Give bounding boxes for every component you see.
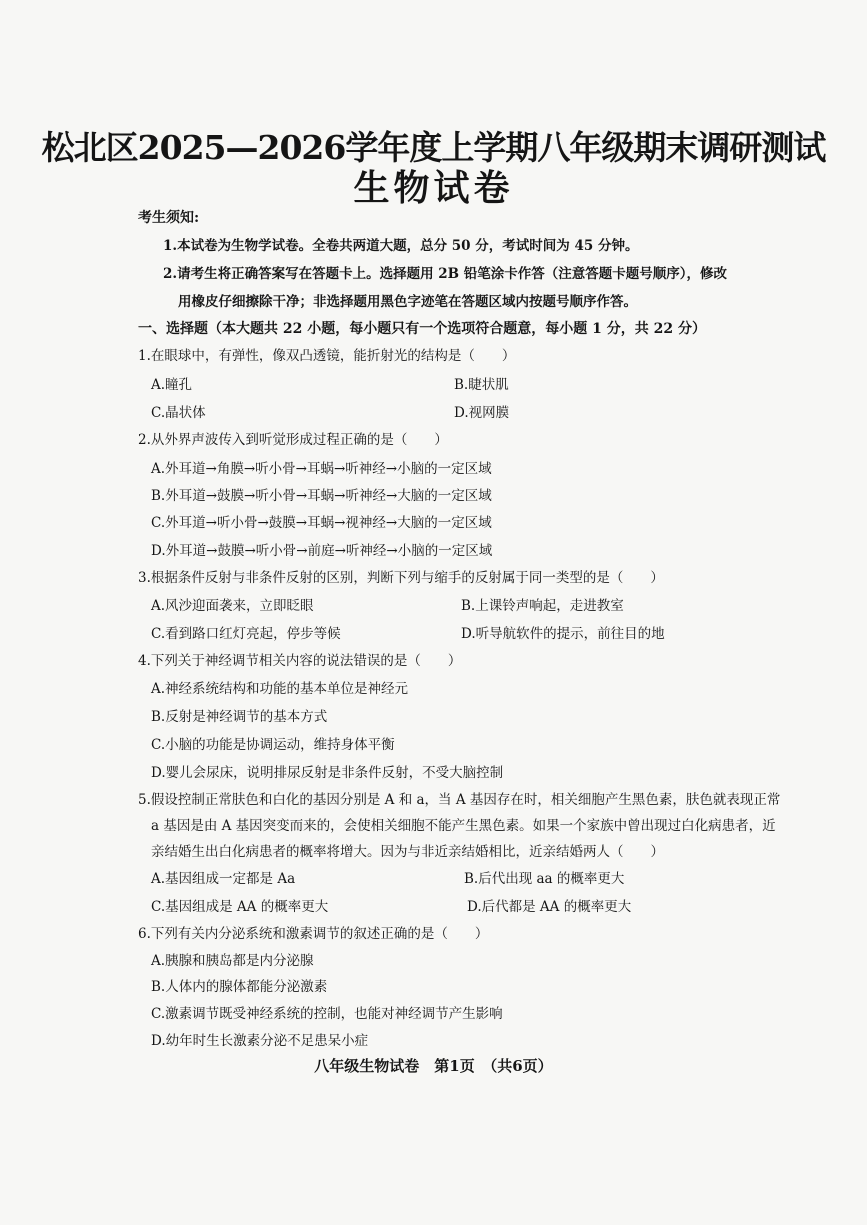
question-1-option-a: A.瞳孔	[151, 377, 193, 393]
question-1-option-b: B.睫状肌	[454, 377, 509, 393]
question-2-option-c: C.外耳道→听小骨→鼓膜→耳蜗→视神经→大脑的一定区域	[151, 515, 492, 531]
question-5-option-a: A.基因组成一定都是 Aa	[151, 871, 296, 887]
question-3-option-d: D.听导航软件的提示，前往目的地	[461, 626, 665, 642]
question-6-option-b: B.人体内的腺体都能分泌激素	[151, 979, 328, 995]
question-4-option-d: D.婴儿会尿床，说明排尿反射是非条件反射，不受大脑控制	[151, 765, 504, 781]
question-6-option-c: C.激素调节既受神经系统的控制，也能对神经调节产生影响	[151, 1006, 503, 1022]
question-6-option-a: A.胰腺和胰岛都是内分泌腺	[151, 953, 314, 969]
question-4-option-c: C.小脑的功能是协调运动，维持身体平衡	[151, 737, 395, 753]
exam-subtitle: 生物试卷	[353, 167, 514, 209]
question-3-option-b: B.上课铃声响起，走进教室	[461, 598, 624, 614]
notice-item-1: 1.本试卷为生物学试卷。全卷共两道大题，总分 50 分，考试时间为 45 分钟。	[163, 238, 639, 254]
question-6-stem: 6.下列有关内分泌系统和激素调节的叙述正确的是（ ）	[138, 926, 489, 942]
question-2-stem: 2.从外界声波传入到听觉形成过程正确的是（ ）	[138, 432, 448, 448]
notice-item-2: 2.请考生将正确答案写在答题卡上。选择题用 2B 铅笔涂卡作答（注意答题卡题号顺序），修改	[163, 266, 728, 282]
question-5-stem-line-1: 5.假设控制正常肤色和白化的基因分别是 A 和 a，当 A 基因存在时，相关细胞产生黑色素，肤色就表现正常	[138, 792, 781, 808]
question-2-option-b: B.外耳道→鼓膜→听小骨→耳蜗→听神经→大脑的一定区域	[151, 488, 492, 504]
question-6-option-d: D.幼年时生长激素分泌不足患呆小症	[151, 1033, 369, 1049]
question-5-stem-line-2: a 基因是由 A 基因突变而来的，会使相关细胞不能产生黑色素。如果一个家族中曾出现过白化病患者，近	[151, 818, 776, 834]
question-4-option-a: A.神经系统结构和功能的基本单位是神经元	[151, 681, 409, 697]
question-3-stem: 3.根据条件反射与非条件反射的区别，判断下列与缩手的反射属于同一类型的是（ ）	[138, 570, 664, 586]
question-1-option-d: D.视网膜	[454, 405, 510, 421]
question-5-option-b: B.后代出现 aa 的概率更大	[464, 871, 625, 887]
page-footer: 八年级生物试卷 第1页 （共6页）	[314, 1057, 553, 1075]
question-3-option-c: C.看到路口红灯亮起，停步等候	[151, 626, 341, 642]
question-2-option-d: D.外耳道→鼓膜→听小骨→前庭→听神经→小脑的一定区域	[151, 543, 493, 559]
exam-title: 松北区2025—2026学年度上学期八年级期末调研测试	[41, 128, 826, 167]
notice-item-3: 用橡皮仔细擦除干净；非选择题用黑色字迹笔在答题区域内按题号顺序作答。	[178, 294, 637, 310]
question-3-option-a: A.风沙迎面袭来，立即眨眼	[151, 598, 314, 614]
question-5-option-d: D.后代都是 AA 的概率更大	[467, 899, 632, 915]
question-4-option-b: B.反射是神经调节的基本方式	[151, 709, 328, 725]
question-1-stem: 1.在眼球中，有弹性，像双凸透镜，能折射光的结构是（ ）	[138, 348, 516, 364]
section-heading: 一、选择题（本大题共 22 小题，每小题只有一个选项符合题意，每小题 1 分，共 22 分）	[138, 321, 706, 337]
question-5-option-c: C.基因组成是 AA 的概率更大	[151, 899, 329, 915]
question-4-stem: 4.下列关于神经调节相关内容的说法错误的是（ ）	[138, 653, 462, 669]
notice-label: 考生须知:	[138, 210, 200, 226]
question-2-option-a: A.外耳道→角膜→听小骨→耳蜗→听神经→小脑的一定区域	[151, 461, 492, 477]
question-5-stem-line-3: 亲结婚生出白化病患者的概率将增大。因为与非近亲结婚相比，近亲结婚两人（ ）	[151, 844, 664, 860]
question-1-option-c: C.晶状体	[151, 405, 206, 421]
